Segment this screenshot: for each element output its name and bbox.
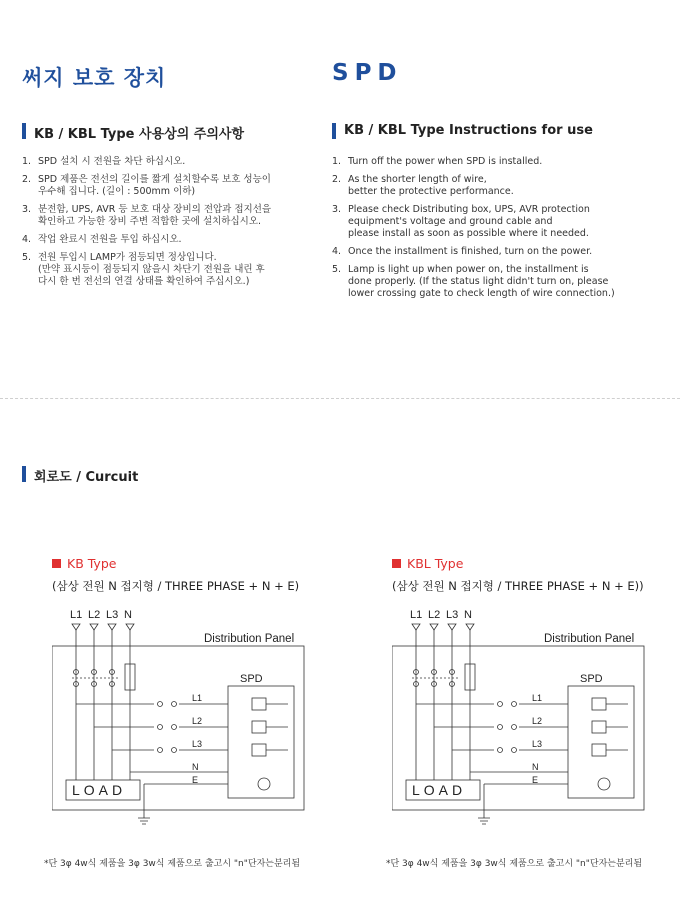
branch-contact-icon — [158, 702, 163, 707]
panel-label: Distribution Panel — [544, 633, 635, 645]
instructions-list-en — [332, 156, 662, 306]
list-item: 3. Please check Distributing box, UPS, AVR protection equipment's voltage and ground cable and please install as soon as possible where it needed. — [332, 204, 590, 239]
list-item: 1. Turn off the power when SPD is installed. — [332, 156, 543, 167]
terminal-icon — [466, 624, 474, 630]
lamp-icon — [598, 778, 610, 790]
line-label: L1 — [410, 609, 423, 621]
line-label: L1 — [70, 609, 83, 621]
load-label: LOAD — [72, 782, 127, 798]
kb-type-label: KB Type — [52, 556, 116, 571]
branch-contact-icon — [498, 748, 503, 753]
branch-contact-icon — [158, 725, 163, 730]
instructions-title-kr: KB / KBL Type 사용상의 주의사항 — [34, 127, 245, 142]
line-label: L2 — [428, 609, 441, 621]
red-square-icon — [392, 559, 401, 568]
spd-box — [228, 686, 294, 798]
load-label: LOAD — [412, 782, 467, 798]
spd-terminal-label: L2 — [532, 716, 543, 726]
line-label: L2 — [88, 609, 101, 621]
line-label: N — [124, 609, 132, 621]
line-label: L3 — [106, 609, 119, 621]
branch-contact-icon — [512, 702, 517, 707]
list-item: 2. SPD 제품은 전선의 길이를 짧게 설치할수록 보호 성능이 우수해 집니다. (길이 : 500mm 이하) — [22, 174, 271, 197]
spd-terminal-label: L1 — [192, 693, 203, 703]
branch-contact-icon — [158, 748, 163, 753]
spd-terminal-label: L2 — [192, 716, 203, 726]
page-title-korean: 써지 보호 장치 — [22, 66, 167, 90]
section-divider — [0, 398, 680, 399]
line-label: N — [464, 609, 472, 621]
panel-label: Distribution Panel — [204, 633, 295, 645]
kb-footnote: *단 3φ 4w식 제품을 3φ 3w식 제품으로 출고시 "n"단자는분리됨 — [44, 859, 301, 869]
instructions-title-en: KB / KBL Type Instructions for use — [344, 123, 593, 138]
list-item: 2. As the shorter length of wire, better the protective performance. — [332, 174, 514, 197]
section-bar-en — [332, 123, 336, 139]
terminal-icon — [108, 624, 116, 630]
varistor-icon — [252, 698, 266, 710]
terminal-icon — [412, 624, 420, 630]
spd-terminal-label: E — [532, 775, 539, 785]
spd-terminal-label: N — [532, 762, 539, 772]
terminal-icon — [72, 624, 80, 630]
spd-terminal-label: E — [192, 775, 199, 785]
ground-icon — [138, 818, 150, 824]
kbl-footnote: *단 3φ 4w식 제품을 3φ 3w식 제품으로 출고시 "n"단자는분리됨 — [386, 859, 643, 869]
list-item: 4. 작업 완료시 전원을 투입 하십시오. — [22, 234, 182, 245]
varistor-icon — [592, 698, 606, 710]
terminal-icon — [430, 624, 438, 630]
branch-contact-icon — [172, 748, 177, 753]
kb-circuit-diagram — [52, 600, 312, 825]
branch-contact-icon — [498, 702, 503, 707]
branch-contact-icon — [512, 748, 517, 753]
varistor-icon — [592, 744, 606, 756]
lamp-icon — [258, 778, 270, 790]
varistor-icon — [252, 721, 266, 733]
varistor-icon — [252, 744, 266, 756]
kbl-type-label: KBL Type — [392, 556, 463, 571]
spd-label: SPD — [580, 673, 603, 685]
terminal-icon — [448, 624, 456, 630]
circuit-title: 회로도 / Curcuit — [34, 470, 139, 485]
spd-box — [568, 686, 634, 798]
spd-label: SPD — [240, 673, 263, 685]
ground-icon — [478, 818, 490, 824]
branch-contact-icon — [172, 725, 177, 730]
kbl-type-subtitle: (삼상 전원 N 접지형 / THREE PHASE + N + E)) — [392, 579, 644, 593]
line-label: L3 — [446, 609, 459, 621]
list-item: 3. 분전함, UPS, AVR 등 보호 대상 장비의 전압과 접지선을 확인하고 가능한 장비 주변 적합한 곳에 설치하십시오. — [22, 204, 272, 227]
page-title-english: SPD — [332, 60, 403, 86]
kbl-circuit-diagram — [392, 600, 652, 825]
list-item: 4. Once the installment is finished, turn on the power. — [332, 246, 593, 257]
kb-type-subtitle: (삼상 전원 N 접지형 / THREE PHASE + N + E) — [52, 579, 300, 593]
spd-terminal-label: L1 — [532, 693, 543, 703]
branch-contact-icon — [498, 725, 503, 730]
red-square-icon — [52, 559, 61, 568]
terminal-icon — [126, 624, 134, 630]
section-bar-circuit — [22, 466, 26, 482]
list-item: 5. Lamp is light up when power on, the installment is done properly. (If the status light didn't turn on, please lower crossing gate to check length of wire connection.) — [332, 264, 615, 299]
spd-terminal-label: L3 — [532, 739, 543, 749]
list-item: 5. 전원 투입시 LAMP가 점등되면 정상입니다. (만약 표시등이 점등되지 않을시 차단기 전원을 내린 후 다시 한 번 전선의 연결 상태를 확인하여 주십시오.) — [22, 252, 265, 287]
varistor-icon — [592, 721, 606, 733]
branch-contact-icon — [172, 702, 177, 707]
branch-contact-icon — [512, 725, 517, 730]
list-item: 1. SPD 설치 시 전원을 차단 하십시오. — [22, 156, 186, 167]
spd-terminal-label: N — [192, 762, 199, 772]
section-bar-kr — [22, 123, 26, 139]
terminal-icon — [90, 624, 98, 630]
spd-terminal-label: L3 — [192, 739, 203, 749]
instructions-list-kr — [22, 156, 312, 294]
